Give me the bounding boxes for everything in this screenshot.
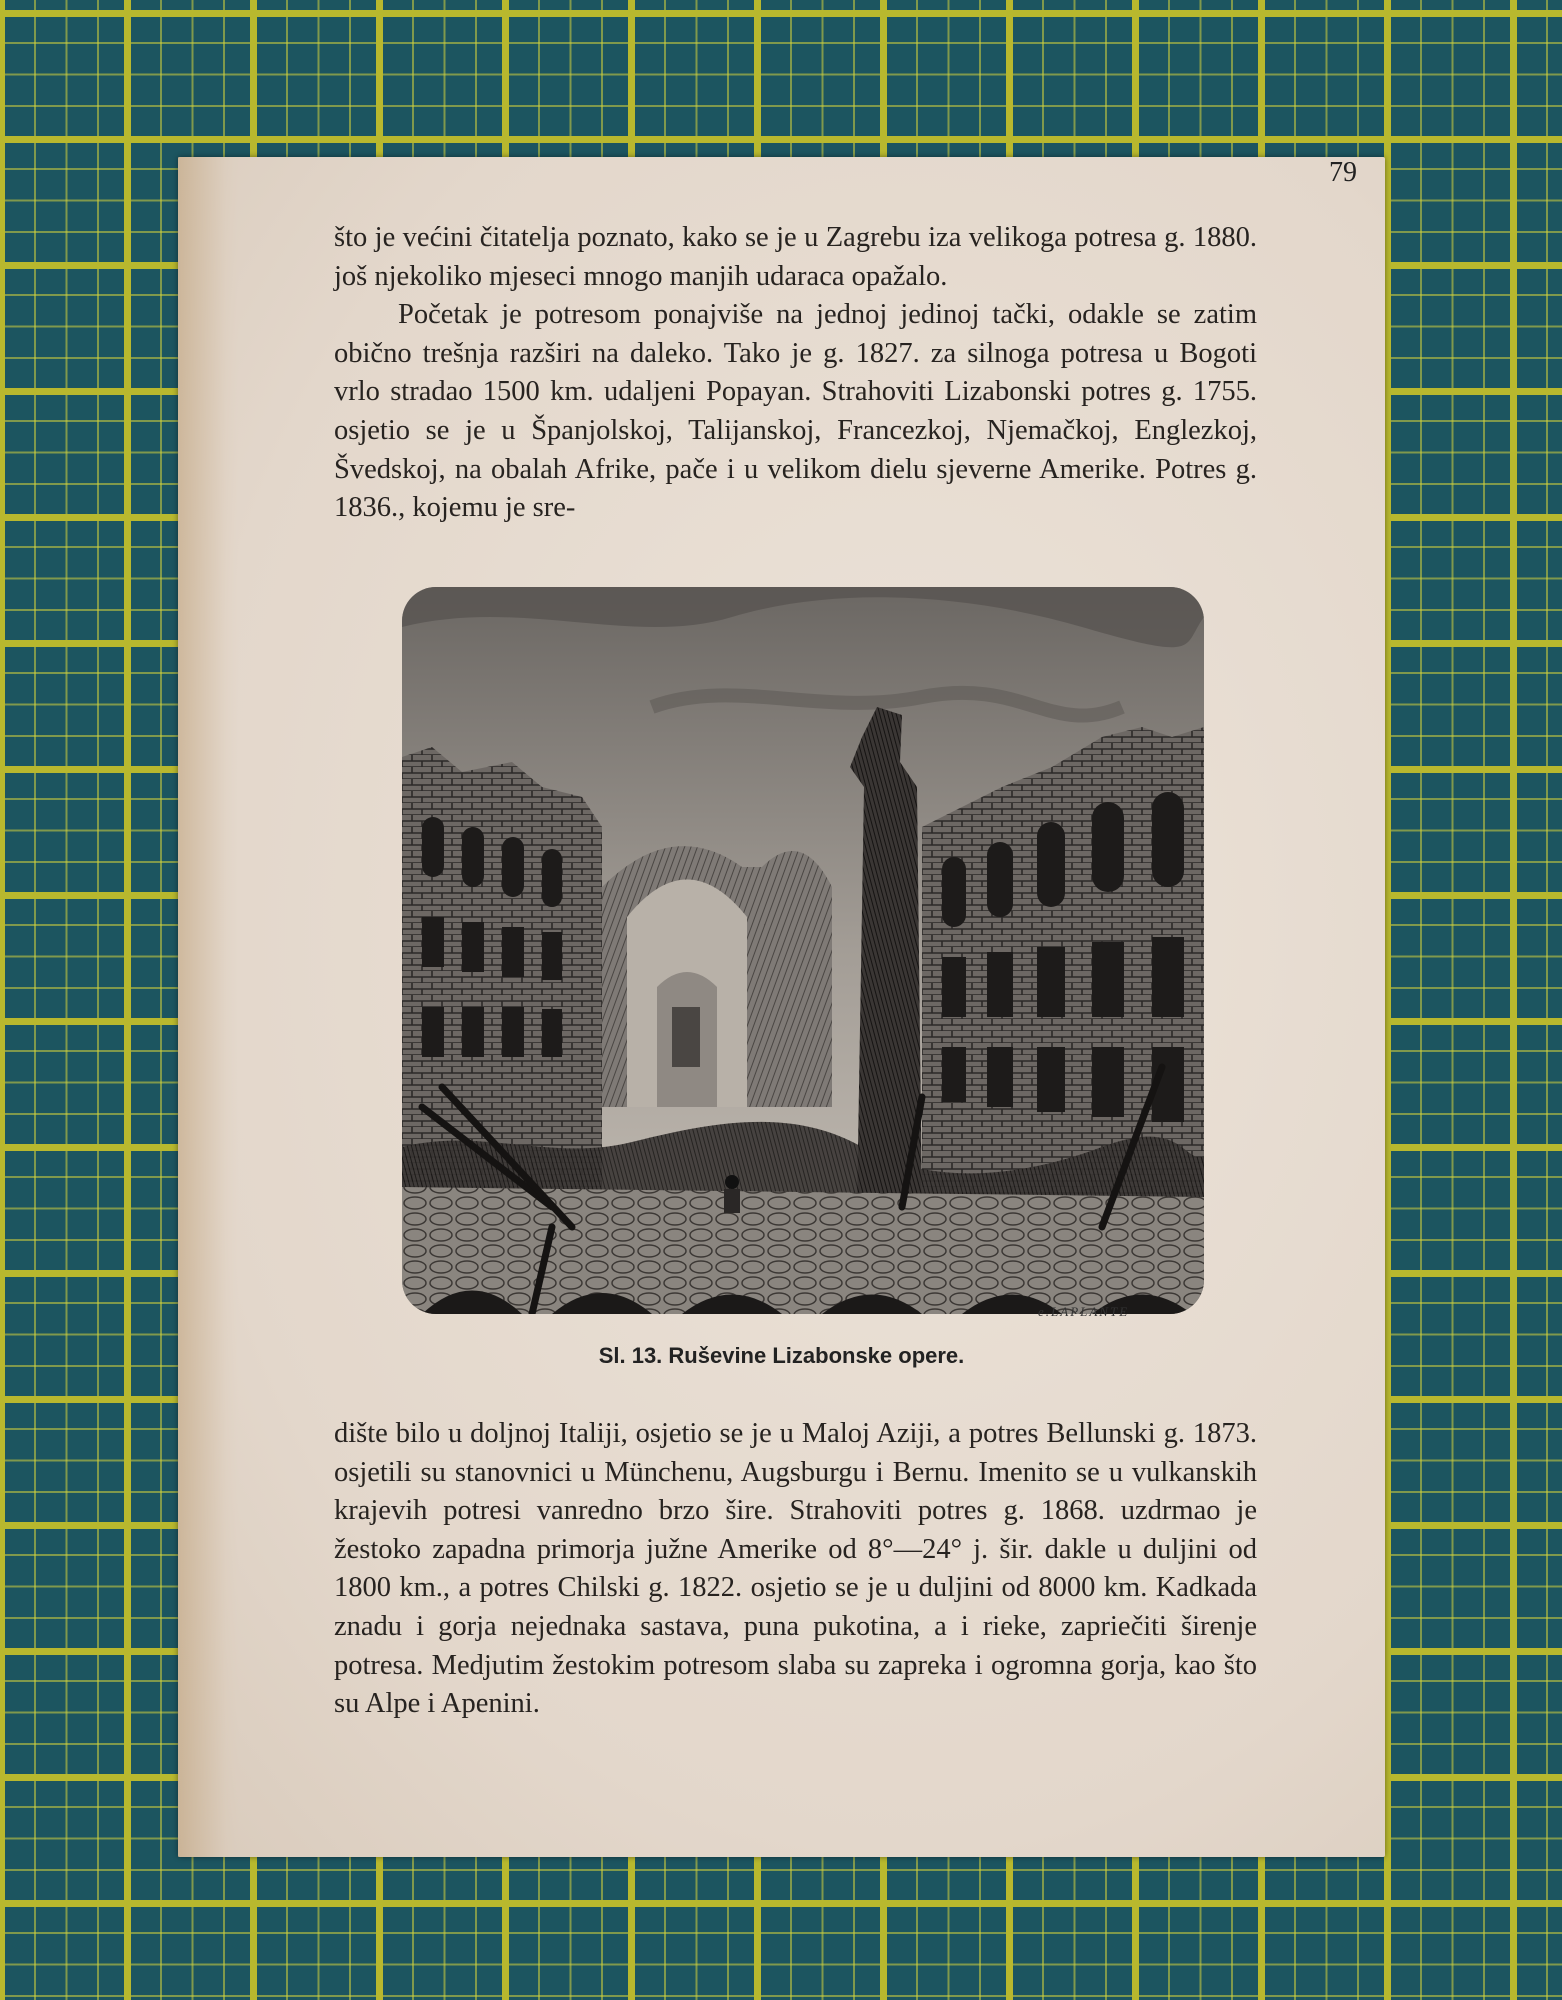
page-number: 79 bbox=[1329, 157, 1357, 188]
paragraph-3: dište bilo u doljnoj Italiji, osjetio se je u Maloj Aziji, a potres Bellunski g. 1873. osjetili su stanovnici u Münchenu, Augsburgu i Bernu. Imenito se u vulkanskih krajevih potresi vanredno brzo šire. Strahoviti potres g. 1868. uzdrmao je žestoko zapadna primorja južne Amerike od 8°—24° j. šir. dakle u duljini od 1800 km., a potres Chilski g. 1822. osjetio se je u duljini od 8000 km. Kadkada znadu i gorja nejednaka sastava, puna pukotina, a i rieke, zapriečiti širenje potresa. Medjutim žestokim potresom slaba su zapreka i ogromna gorja, kao što su Alpe i Apenini. bbox=[334, 1418, 1257, 1720]
top-text bbox=[334, 219, 1257, 528]
lisbon-opera-ruins-engraving bbox=[402, 587, 1204, 1314]
figure-caption: Sl. 13. Ruševine Lizabonske opere. bbox=[598, 1343, 965, 1368]
book-page bbox=[178, 157, 1385, 1857]
paragraph-1: što je većini čitatelja poznato, kako se je u Zagrebu iza velikoga potresa g. 1880. još njekoliko mjeseci mnogo manjih udaraca opažalo. bbox=[334, 222, 1257, 292]
bottom-text bbox=[334, 1415, 1257, 1724]
engraver-signature: e.LAPLANTE bbox=[1038, 1304, 1130, 1319]
engraving-illustration bbox=[402, 587, 1204, 1314]
paragraph-2: Početak je potresom ponajviše na jednoj jedinoj tački, odakle se zatim obično trešnja razširi na daleko. Tako je g. 1827. za silnoga potresa u Bogoti vrlo stradao 1500 km. udaljeni Popayan. Strahoviti Lizabonski potres g. 1755. osjetio se je u Španjolskoj, Talijanskoj, Francezkoj, Njemačkoj, Englezkoj, Švedskoj, na obalah Afrike, pače i u velikom dielu sjeverne Amerike. Potres g. 1836., kojemu je sre- bbox=[334, 299, 1257, 524]
